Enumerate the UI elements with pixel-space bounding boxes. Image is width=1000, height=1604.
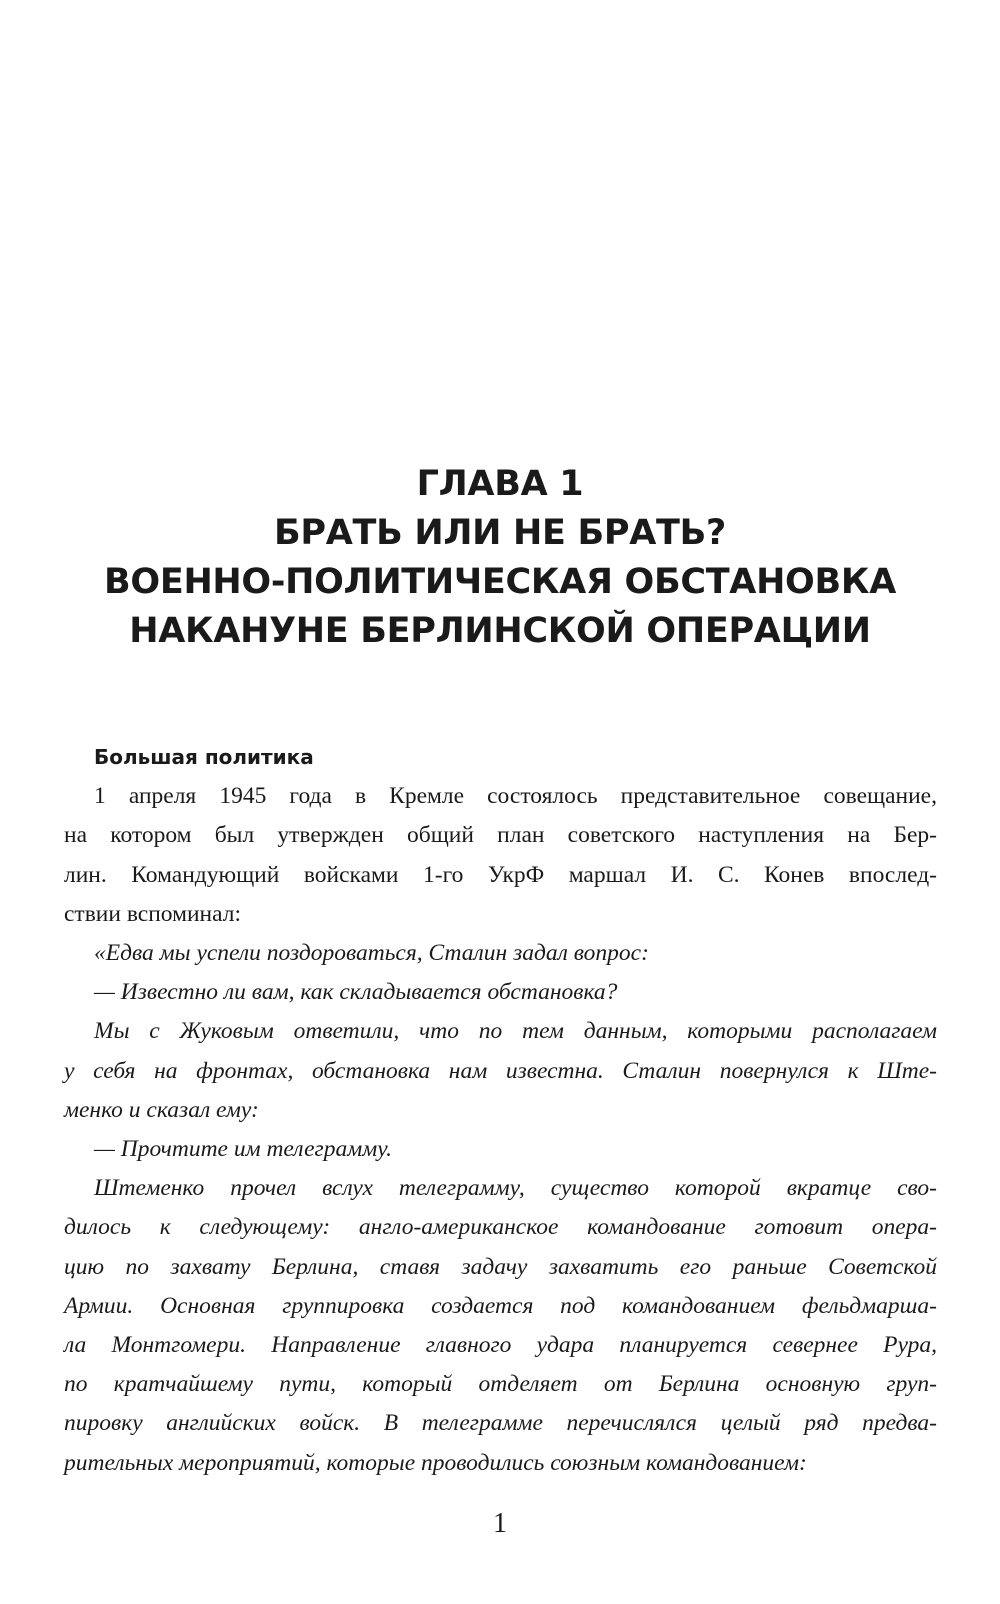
chapter-heading-line: ГЛАВА 1: [416, 464, 584, 504]
text-line: лин. Командующий войсками 1-го УкрФ маршал И. С. Конев впослед-: [64, 861, 937, 888]
chapter-heading-line: НАКАНУНЕ БЕРЛИНСКОЙ ОПЕРАЦИИ: [129, 611, 871, 651]
text-line: — Прочтите им телеграмму.: [94, 1136, 393, 1163]
page-number: 1: [493, 1508, 507, 1539]
text-line: цию по захвату Берлина, ставя задачу захватить его раньше Советской: [64, 1253, 937, 1280]
chapter-heading: [0, 460, 1000, 656]
chapter-heading-line: ВОЕННО-ПОЛИТИЧЕСКАЯ ОБСТАНОВКА: [104, 562, 896, 602]
text-line: менко и сказал ему:: [64, 1096, 259, 1123]
text-line: на котором был утвержден общий план советского наступления на Бер-: [64, 822, 937, 849]
text-line: дилось к следующему: англо-американское командование готовит опера-: [64, 1214, 937, 1241]
paragraph: [64, 973, 937, 1012]
paragraphs: [64, 777, 937, 1483]
paragraph: [64, 1169, 937, 1483]
paragraph: [64, 1012, 937, 1130]
text-line: «Едва мы успели поздороваться, Сталин задал вопрос:: [94, 940, 649, 967]
text-line: у себя на фронтах, обстановка нам известна. Сталин повернулся к Ште-: [64, 1057, 937, 1084]
chapter-heading-line: БРАТЬ ИЛИ НЕ БРАТЬ?: [274, 513, 726, 553]
paragraph: [64, 934, 937, 973]
text-line: рительных мероприятий, которые проводились союзным командованием:: [64, 1449, 807, 1476]
text-line: пировку английских войск. В телеграмме перечислялся целый ряд предва-: [64, 1410, 937, 1437]
text-line: Штеменко прочел вслух телеграмму, существо которой вкратце сво-: [94, 1175, 937, 1202]
text-line: — Известно ли вам, как складывается обстановка?: [94, 979, 618, 1006]
text-line: ствии вспоминал:: [64, 900, 242, 927]
paragraph: [64, 777, 937, 934]
section-title: Большая политика: [94, 745, 314, 769]
text-line: ла Монтгомери. Направление главного удара планируется севернее Рура,: [64, 1332, 937, 1359]
text-line: Армии. Основная группировка создается под командованием фельдмарша-: [64, 1292, 937, 1319]
text-line: по кратчайшему пути, который отделяет от Берлина основную груп-: [64, 1371, 937, 1398]
text-line: Мы с Жуковым ответили, что по тем данным, которыми располагаем: [94, 1018, 937, 1045]
paragraph: [64, 1130, 937, 1169]
text-line: 1 апреля 1945 года в Кремле состоялось представительное совещание,: [94, 783, 937, 810]
body-text: [64, 738, 937, 1483]
